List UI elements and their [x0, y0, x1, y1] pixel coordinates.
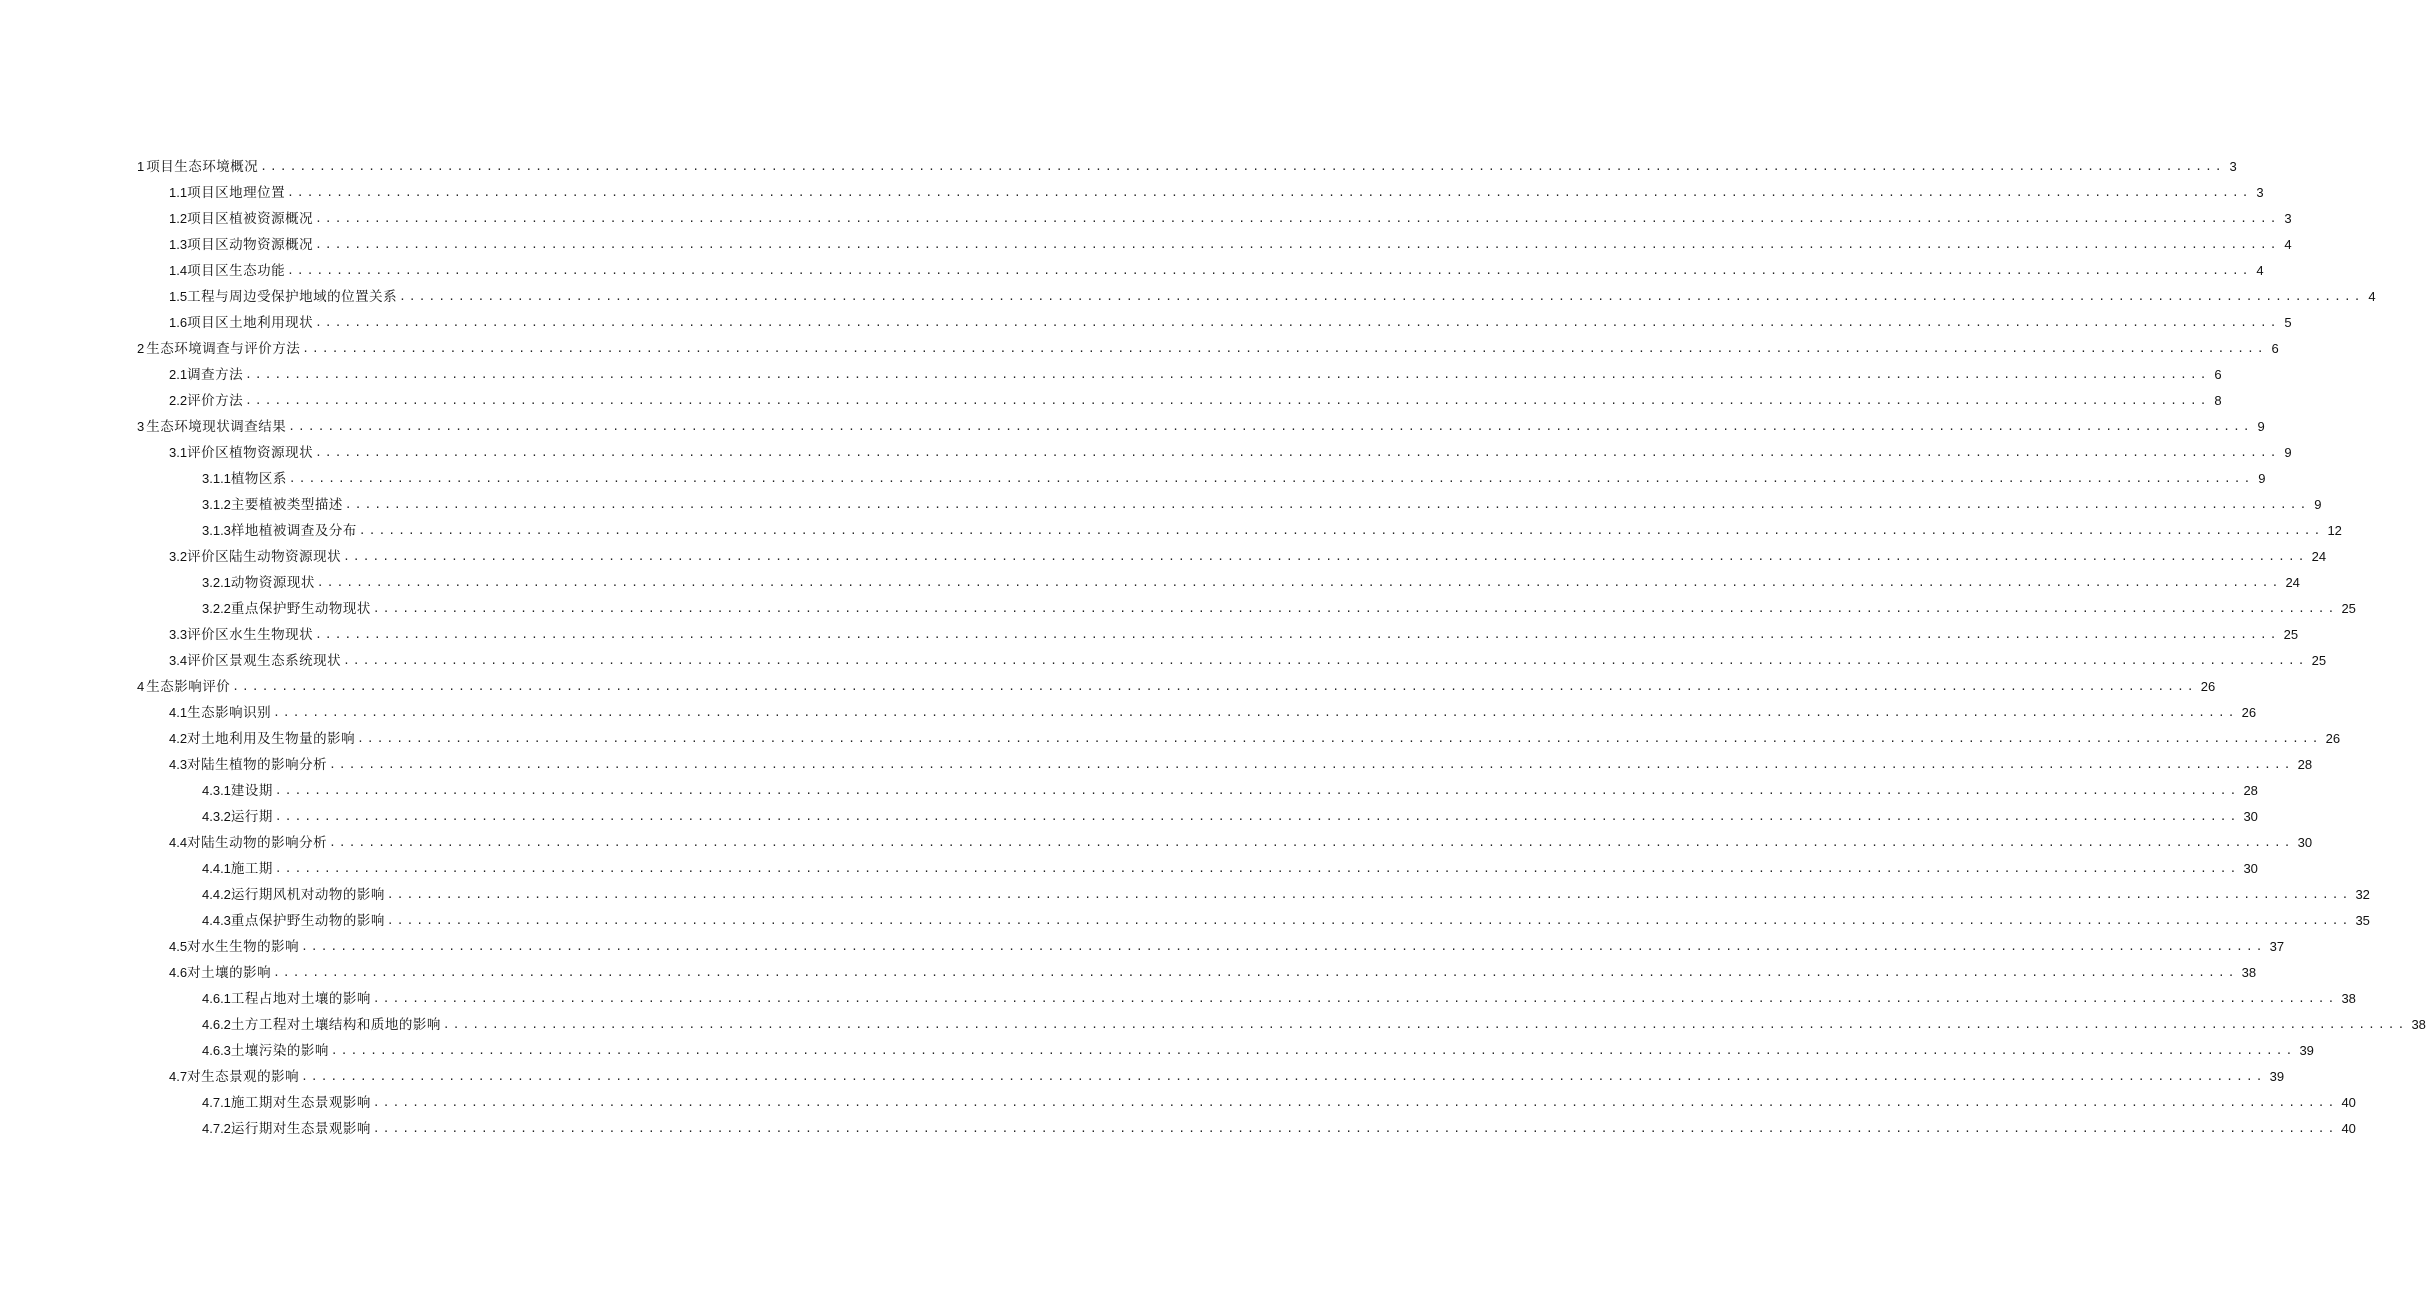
toc-entry[interactable] [0, 648, 2327, 674]
toc-entry[interactable] [0, 1012, 2426, 1038]
toc-dot-leader: ........................................................................................................................................................................................................ [315, 316, 2280, 329]
toc-entry-page-number: 9 [2258, 471, 2266, 486]
toc-entry[interactable] [0, 934, 2285, 960]
toc-entry-page-number: 35 [2355, 913, 2370, 928]
toc-entry-number: 4.6.1 [202, 991, 231, 1006]
toc-entry[interactable] [0, 622, 2299, 648]
toc-dot-leader: ........................................................................................................................................................................................................ [372, 1096, 2338, 1109]
toc-dot-leader: ........................................................................................................................................................................................................ [386, 888, 2352, 901]
toc-dot-leader: ........................................................................................................................................................................................................ [358, 524, 2324, 537]
toc-dot-leader: ........................................................................................................................................................................................................ [245, 368, 2210, 381]
toc-entry-title: 样地植被调查及分布 [230, 523, 357, 539]
toc-entry[interactable] [0, 466, 2266, 492]
toc-entry[interactable] [0, 206, 2292, 232]
toc-entry[interactable] [0, 336, 2279, 362]
toc-entry-title: 主要植被类型描述 [230, 497, 343, 513]
toc-entry[interactable] [0, 1116, 2356, 1142]
toc-entry-title: 对生态景观的影响 [187, 1069, 300, 1085]
toc-entry-number: 4.4.3 [202, 913, 231, 928]
toc-dot-leader: ........................................................................................................................................................................................................ [273, 966, 2238, 979]
toc-entry-page-number: 37 [2269, 939, 2285, 954]
toc-entry-page-number: 28 [2243, 783, 2258, 798]
toc-entry-number: 4.7 [169, 1069, 188, 1084]
toc-entry-number: 1.3 [169, 237, 188, 252]
toc-entry-number: 3.1.2 [202, 497, 231, 512]
toc-entry[interactable] [0, 752, 2313, 778]
toc-entry-title: 评价区植物资源现状 [187, 445, 314, 461]
toc-entry[interactable] [0, 154, 2237, 180]
toc-dot-leader: ........................................................................................................................................................................................................ [316, 576, 2282, 589]
toc-dot-leader: ........................................................................................................................................................................................................ [399, 290, 2364, 303]
toc-dot-leader: ........................................................................................................................................................................................................ [344, 498, 2310, 511]
toc-entry-number: 3.2.1 [202, 575, 231, 590]
toc-dot-leader: ........................................................................................................................................................................................................ [274, 810, 2240, 823]
toc-entry[interactable] [0, 180, 2264, 206]
toc-entry[interactable] [0, 726, 2341, 752]
toc-entry-title: 评价方法 [187, 393, 244, 409]
toc-entry-number: 4.4 [169, 835, 188, 850]
toc-dot-leader: ........................................................................................................................................................................................................ [274, 862, 2240, 875]
toc-entry-title: 重点保护野生动物现状 [230, 601, 371, 617]
toc-entry-number: 2.2 [169, 393, 188, 408]
toc-dot-leader: ........................................................................................................................................................................................................ [343, 550, 2308, 563]
toc-dot-leader: ........................................................................................................................................................................................................ [273, 706, 2238, 719]
toc-dot-leader: ........................................................................................................................................................................................................ [343, 654, 2308, 667]
toc-entry-page-number: 12 [2327, 523, 2342, 538]
toc-entry[interactable] [0, 258, 2264, 284]
toc-entry-title: 评价区景观生态系统现状 [187, 653, 342, 669]
toc-entry-number: 3.2 [169, 549, 188, 564]
table-of-contents [0, 154, 2426, 1142]
toc-entry-page-number: 30 [2243, 861, 2258, 876]
toc-entry-page-number: 9 [2314, 497, 2322, 512]
toc-entry[interactable] [0, 856, 2258, 882]
toc-entry-number: 3.1 [169, 445, 188, 460]
toc-dot-leader: ........................................................................................................................................................................................................ [302, 342, 2267, 355]
toc-entry-page-number: 30 [2297, 835, 2313, 850]
toc-entry[interactable] [0, 700, 2257, 726]
toc-entry[interactable] [0, 960, 2257, 986]
toc-entry-title: 运行期风机对动物的影响 [230, 887, 385, 903]
toc-entry-page-number: 8 [2214, 393, 2222, 408]
toc-entry-title: 对土地利用及生物量的影响 [187, 731, 356, 747]
toc-entry-page-number: 25 [2341, 601, 2356, 616]
toc-dot-leader: ........................................................................................................................................................................................................ [288, 472, 2254, 485]
toc-dot-leader: ........................................................................................................................................................................................................ [315, 628, 2280, 641]
toc-entry-number: 1.1 [169, 185, 188, 200]
toc-entry-page-number: 4 [2368, 289, 2376, 304]
toc-entry-number: 1.5 [169, 289, 188, 304]
toc-entry[interactable] [0, 544, 2327, 570]
toc-entry-page-number: 24 [2285, 575, 2300, 590]
toc-entry-title: 对土壤的影响 [187, 965, 272, 981]
toc-dot-leader: ........................................................................................................................................................................................................ [315, 446, 2280, 459]
toc-entry-title: 项目区地理位置 [187, 185, 286, 201]
toc-dot-leader: ........................................................................................................................................................................................................ [372, 1122, 2338, 1135]
toc-entry-title: 项目区植被资源概况 [187, 211, 314, 227]
toc-entry[interactable] [0, 570, 2300, 596]
toc-entry-title: 重点保护野生动物的影响 [230, 913, 385, 929]
toc-entry-page-number: 39 [2299, 1043, 2314, 1058]
toc-entry[interactable] [0, 492, 2322, 518]
toc-entry[interactable] [0, 1090, 2356, 1116]
toc-entry-number: 3.2.2 [202, 601, 231, 616]
toc-entry-title: 建设期 [230, 783, 273, 799]
toc-entry-page-number: 25 [2283, 627, 2299, 642]
toc-entry-page-number: 38 [2341, 991, 2356, 1006]
toc-entry-title: 对陆生植物的影响分析 [187, 757, 328, 773]
toc-entry-title: 工程与周边受保护地域的位置关系 [187, 289, 398, 305]
toc-entry-number: 1.2 [169, 211, 188, 226]
toc-dot-leader: ........................................................................................................................................................................................................ [372, 992, 2338, 1005]
toc-entry[interactable] [0, 440, 2292, 466]
toc-entry-number: 1.6 [169, 315, 188, 330]
toc-entry-page-number: 3 [2284, 211, 2292, 226]
toc-entry-title: 生态环境现状调查结果 [146, 419, 287, 435]
toc-entry-page-number: 39 [2269, 1069, 2285, 1084]
toc-entry[interactable] [0, 1064, 2285, 1090]
toc-entry-number: 2.1 [169, 367, 188, 382]
toc-entry[interactable] [0, 518, 2342, 544]
toc-entry[interactable] [0, 414, 2265, 440]
toc-entry[interactable] [0, 830, 2313, 856]
toc-entry-page-number: 26 [2325, 731, 2341, 746]
toc-entry-page-number: 9 [2257, 419, 2265, 434]
toc-entry-title: 工程占地对土壤的影响 [230, 991, 371, 1007]
toc-entry-number: 4.4.1 [202, 861, 231, 876]
toc-entry-page-number: 30 [2243, 809, 2258, 824]
toc-entry-number: 4.7.2 [202, 1121, 231, 1136]
toc-entry-page-number: 6 [2214, 367, 2222, 382]
toc-dot-leader: ........................................................................................................................................................................................................ [330, 1044, 2296, 1057]
toc-dot-leader: ........................................................................................................................................................................................................ [287, 264, 2252, 277]
toc-entry[interactable] [0, 778, 2258, 804]
toc-entry-page-number: 3 [2256, 185, 2264, 200]
toc-entry-page-number: 4 [2256, 263, 2264, 278]
toc-dot-leader: ........................................................................................................................................................................................................ [386, 914, 2352, 927]
toc-entry-number: 4.6.2 [202, 1017, 231, 1032]
toc-entry-title: 评价区水生生物现状 [187, 627, 314, 643]
toc-entry-number: 3.3 [169, 627, 188, 642]
toc-dot-leader: ........................................................................................................................................................................................................ [288, 420, 2253, 433]
toc-entry-number: 1 [137, 159, 145, 174]
toc-entry[interactable] [0, 882, 2370, 908]
toc-entry-title: 施工期 [230, 861, 273, 877]
toc-entry-page-number: 40 [2341, 1095, 2356, 1110]
toc-entry-number: 1.4 [169, 263, 188, 278]
toc-entry-page-number: 26 [2200, 679, 2216, 694]
toc-dot-leader: ........................................................................................................................................................................................................ [372, 602, 2338, 615]
toc-entry-number: 3 [137, 419, 145, 434]
toc-entry-page-number: 38 [2241, 965, 2257, 980]
toc-entry-title: 对水生生物的影响 [187, 939, 300, 955]
toc-entry[interactable] [0, 310, 2292, 336]
toc-dot-leader: ........................................................................................................................................................................................................ [315, 212, 2280, 225]
toc-entry-page-number: 6 [2271, 341, 2279, 356]
toc-entry-title: 生态环境调查与评价方法 [146, 341, 301, 357]
toc-entry[interactable] [0, 804, 2258, 830]
toc-entry-title: 项目区动物资源概况 [187, 237, 314, 253]
toc-entry-number: 4 [137, 679, 145, 694]
toc-dot-leader: ........................................................................................................................................................................................................ [260, 160, 2225, 173]
toc-entry-number: 4.6.3 [202, 1043, 231, 1058]
toc-entry-title: 项目区生态功能 [187, 263, 286, 279]
toc-entry-title: 评价区陆生动物资源现状 [187, 549, 342, 565]
toc-entry-number: 2 [137, 341, 145, 356]
toc-entry[interactable] [0, 1038, 2314, 1064]
toc-entry[interactable] [0, 284, 2376, 310]
toc-entry-page-number: 24 [2311, 549, 2327, 564]
toc-entry[interactable] [0, 674, 2216, 700]
toc-entry[interactable] [0, 986, 2356, 1012]
toc-entry-number: 4.3.2 [202, 809, 231, 824]
toc-entry-page-number: 25 [2311, 653, 2327, 668]
toc-entry-title: 运行期 [230, 809, 273, 825]
toc-entry-title: 项目区土地利用现状 [187, 315, 314, 331]
toc-entry-number: 4.6 [169, 965, 188, 980]
toc-entry-number: 4.2 [169, 731, 188, 746]
toc-entry-title: 土方工程对土壤结构和质地的影响 [230, 1017, 441, 1033]
toc-entry-title: 施工期对生态景观影响 [230, 1095, 371, 1111]
toc-entry-number: 4.3 [169, 757, 188, 772]
toc-entry[interactable] [0, 232, 2292, 258]
toc-dot-leader: ........................................................................................................................................................................................................ [245, 394, 2210, 407]
toc-entry-page-number: 4 [2284, 237, 2292, 252]
toc-entry-number: 4.5 [169, 939, 188, 954]
toc-dot-leader: ........................................................................................................................................................................................................ [301, 940, 2266, 953]
toc-dot-leader: ........................................................................................................................................................................................................ [357, 732, 2322, 745]
toc-dot-leader: ........................................................................................................................................................................................................ [274, 784, 2240, 797]
toc-entry-title: 土壤污染的影响 [230, 1043, 329, 1059]
toc-entry-page-number: 40 [2341, 1121, 2356, 1136]
toc-dot-leader: ........................................................................................................................................................................................................ [232, 680, 2197, 693]
toc-entry-number: 4.3.1 [202, 783, 231, 798]
toc-entry-title: 调查方法 [187, 367, 244, 383]
toc-entry-number: 4.1 [169, 705, 188, 720]
toc-entry-page-number: 38 [2411, 1017, 2426, 1032]
toc-entry-number: 3.1.1 [202, 471, 231, 486]
toc-entry-page-number: 9 [2284, 445, 2292, 460]
toc-entry-page-number: 5 [2284, 315, 2292, 330]
toc-entry-page-number: 26 [2241, 705, 2257, 720]
toc-entry-title: 动物资源现状 [230, 575, 315, 591]
toc-entry-page-number: 3 [2229, 159, 2237, 174]
toc-entry-number: 4.4.2 [202, 887, 231, 902]
toc-entry-title: 对陆生动物的影响分析 [187, 835, 328, 851]
toc-entry[interactable] [0, 388, 2222, 414]
toc-entry-title: 运行期对生态景观影响 [230, 1121, 371, 1137]
toc-entry-title: 植物区系 [230, 471, 287, 487]
toc-entry[interactable] [0, 362, 2222, 388]
toc-entry-title: 生态影响评价 [146, 679, 231, 695]
toc-entry-title: 项目生态环境概况 [146, 159, 259, 175]
toc-dot-leader: ........................................................................................................................................................................................................ [329, 836, 2294, 849]
toc-entry-number: 3.1.3 [202, 523, 231, 538]
toc-dot-leader: ........................................................................................................................................................................................................ [315, 238, 2280, 251]
toc-dot-leader: ........................................................................................................................................................................................................ [442, 1018, 2408, 1031]
toc-dot-leader: ........................................................................................................................................................................................................ [287, 186, 2252, 199]
toc-dot-leader: ........................................................................................................................................................................................................ [301, 1070, 2266, 1083]
toc-entry[interactable] [0, 596, 2356, 622]
toc-entry-number: 3.4 [169, 653, 188, 668]
toc-entry-title: 生态影响识别 [187, 705, 272, 721]
toc-entry[interactable] [0, 908, 2370, 934]
toc-entry-page-number: 28 [2297, 757, 2313, 772]
toc-entry-page-number: 32 [2355, 887, 2370, 902]
toc-dot-leader: ........................................................................................................................................................................................................ [329, 758, 2294, 771]
toc-entry-number: 4.7.1 [202, 1095, 231, 1110]
